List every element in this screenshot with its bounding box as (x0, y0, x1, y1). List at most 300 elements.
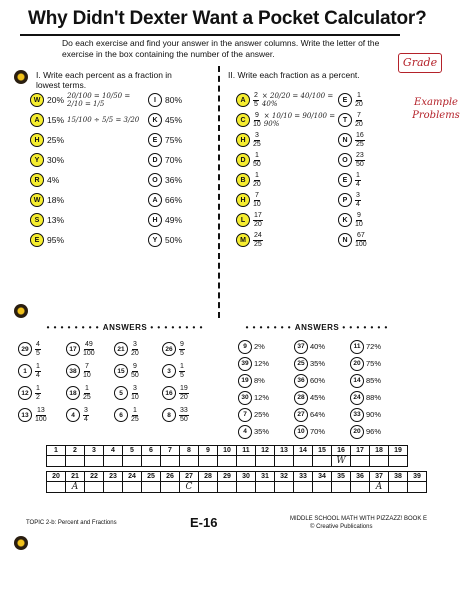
exercise-fraction (253, 212, 263, 228)
grid-letter-box[interactable] (142, 456, 161, 467)
grid-number-cell: 39 (408, 472, 427, 482)
exercise-percent: 25% (47, 135, 65, 145)
grid-letter-box[interactable] (237, 482, 256, 493)
grid-letter-box[interactable] (408, 482, 427, 493)
fraction-denominator: 20 (254, 220, 262, 228)
answer-percent: 88% (366, 393, 382, 402)
answer-entry (238, 357, 294, 371)
answer-entry (350, 357, 406, 371)
answer-number: 19 (238, 374, 252, 388)
exercise-letter: R (30, 173, 44, 187)
grid-letter-box[interactable] (313, 456, 332, 467)
exercise-item (338, 90, 398, 110)
exercise-percent: 36% (165, 175, 183, 185)
answer-number: 6 (114, 408, 128, 422)
fraction-numerator: 17 (254, 212, 262, 219)
exercise-item (236, 170, 336, 190)
grid-number-cell: 12 (256, 446, 275, 456)
exercise-letter: E (30, 233, 44, 247)
answer-percent: 25% (254, 410, 270, 419)
fraction-numerator: 1 (180, 363, 184, 370)
grid-letter-box[interactable] (47, 482, 66, 493)
grid-letter-box[interactable] (294, 456, 313, 467)
exercise-percent: 4% (47, 175, 60, 185)
answer-entry (18, 341, 66, 357)
answer-entry (238, 391, 294, 405)
exercise-letter: H (30, 133, 44, 147)
fraction-numerator: 19 (180, 385, 188, 392)
grid-letter-box[interactable] (275, 482, 294, 493)
answer-number: 20 (350, 425, 364, 439)
grid-number-cell: 31 (256, 472, 275, 482)
exercise-fraction (253, 192, 261, 208)
grid-number-cell: 23 (104, 472, 123, 482)
fraction-numerator: 23 (356, 152, 364, 159)
exercise-fraction (355, 112, 363, 128)
section-two-heading: II. Write each fraction as a percent. (228, 70, 360, 80)
answer-number: 10 (294, 425, 308, 439)
grid-number-cell: 22 (85, 472, 104, 482)
exercise-item (148, 150, 218, 170)
fraction-denominator: 100 (35, 415, 47, 423)
answer-fraction (35, 385, 41, 401)
answer-entry (294, 408, 350, 422)
fraction-numerator: 3 (132, 341, 137, 348)
answer-percent: 12% (254, 359, 270, 368)
grid-letter-box[interactable] (256, 482, 275, 493)
handwritten-work: 20/100 = 10/50 = 2/10 = 1/5 (67, 92, 131, 108)
answer-entry (238, 408, 294, 422)
answer-row (18, 338, 218, 360)
answers-heading-right: • • • • • • • ANSWERS • • • • • • • (245, 323, 389, 332)
worksheet-title: Why Didn't Dexter Want a Pocket Calculator? (28, 8, 427, 29)
grid-number-cell: 3 (85, 446, 104, 456)
footer-topic: TOPIC 2-b: Percent and Fractions (26, 520, 117, 526)
fraction-numerator: 24 (254, 232, 262, 239)
grid-letter-box[interactable] (199, 456, 218, 467)
fraction-numerator: 7 (254, 192, 259, 199)
answer-number: 27 (294, 408, 308, 422)
fraction-denominator: 5 (180, 371, 184, 379)
exercise-percent: 80% (165, 95, 183, 105)
fraction-denominator: 25 (356, 140, 364, 148)
answer-number: 37 (294, 340, 308, 354)
fraction-numerator: 16 (356, 132, 364, 139)
answer-percent: 64% (310, 410, 326, 419)
answer-row (18, 404, 218, 426)
grid-letter-box[interactable] (142, 482, 161, 493)
exercise-percent: 20% (47, 95, 65, 105)
answer-number: 18 (66, 386, 80, 400)
exercise-item (148, 90, 218, 110)
section-one-col-right (148, 90, 218, 250)
answer-entry (18, 385, 66, 401)
answer-row (18, 382, 218, 404)
exercise-letter: A (30, 113, 44, 127)
example-problems-note: Example Problems (412, 97, 460, 121)
grid-letter-box[interactable] (351, 456, 370, 467)
grid-number-cell: 36 (351, 472, 370, 482)
exercise-fraction (355, 92, 363, 108)
answer-percent: 35% (310, 359, 326, 368)
answer-number: 14 (350, 374, 364, 388)
exercise-letter: E (338, 93, 352, 107)
exercise-letter: P (338, 193, 352, 207)
fraction-numerator: 67 (356, 232, 365, 239)
answer-entry (294, 340, 350, 354)
exercise-percent: 15% (47, 115, 65, 125)
grid-letter-box[interactable] (161, 482, 180, 493)
grid-letter-box[interactable] (85, 456, 104, 467)
exercise-item (30, 130, 140, 150)
answer-row (238, 355, 408, 372)
fraction-numerator: 9 (356, 212, 361, 219)
grid-letter-box[interactable] (218, 456, 237, 467)
grid-letter-box[interactable] (123, 482, 142, 493)
fraction-numerator: 1 (36, 363, 40, 370)
exercise-item (236, 150, 336, 170)
answer-percent: 96% (366, 427, 382, 436)
fraction-denominator: 10 (355, 220, 363, 228)
fraction-denominator: 20 (180, 393, 188, 401)
fraction-denominator: 50 (131, 371, 139, 379)
exercise-percent: 45% (165, 115, 183, 125)
answer-fraction (179, 407, 189, 423)
exercise-letter: N (338, 233, 352, 247)
exercise-item (338, 150, 398, 170)
answer-percent: 2% (254, 342, 265, 351)
answer-number: 38 (66, 364, 80, 378)
exercise-letter: K (338, 213, 352, 227)
answer-entry (350, 374, 406, 388)
answers-left-block (18, 338, 218, 426)
section-divider (218, 66, 220, 318)
answer-fraction (35, 407, 47, 423)
exercise-item (338, 130, 398, 150)
exercise-letter: T (338, 113, 352, 127)
exercise-percent: 13% (47, 215, 65, 225)
answer-fraction (179, 385, 189, 401)
exercise-letter: S (30, 213, 44, 227)
exercise-item (338, 210, 398, 230)
answer-entry (294, 425, 350, 439)
grid-number-cell: 29 (218, 472, 237, 482)
grid-number-cell: 13 (275, 446, 294, 456)
grade-label: Grade (398, 53, 442, 73)
grid-number-cell: 25 (142, 472, 161, 482)
exercise-letter: H (236, 193, 250, 207)
fraction-numerator: 2 (254, 92, 258, 99)
answer-percent: 85% (366, 376, 382, 385)
grid-number-cell: 18 (370, 446, 389, 456)
exercise-item (30, 210, 140, 230)
answer-number: 4 (66, 408, 80, 422)
grid-number-cell: 20 (47, 472, 66, 482)
section-two-col-left (236, 90, 336, 250)
fraction-denominator: 4 (36, 371, 40, 379)
answer-number: 8 (162, 408, 176, 422)
answer-number: 4 (238, 425, 252, 439)
grid-letter-box[interactable] (85, 482, 104, 493)
grid-number-cell: 19 (389, 446, 408, 456)
grid-letter-box[interactable] (256, 456, 275, 467)
answers-right-block (238, 338, 408, 440)
fraction-numerator: 4 (36, 341, 40, 348)
grid-number-cell: 1 (47, 446, 66, 456)
answer-row (238, 338, 408, 355)
title-rule (20, 34, 400, 36)
fraction-numerator: 1 (132, 407, 137, 414)
fraction-numerator: 13 (36, 407, 45, 414)
exercise-item (148, 210, 218, 230)
answer-entry (18, 407, 66, 423)
grid-letter-box[interactable]: A (66, 482, 85, 493)
answer-number: 21 (114, 342, 128, 356)
exercise-item (30, 190, 140, 210)
exercise-letter: W (30, 93, 44, 107)
fraction-numerator: 33 (180, 407, 188, 414)
fraction-numerator: 9 (180, 341, 184, 348)
fraction-numerator: 49 (84, 341, 93, 348)
fraction-denominator: 20 (131, 349, 139, 357)
exercise-item (236, 190, 336, 210)
exercise-letter: H (236, 133, 250, 147)
fraction-denominator: 4 (356, 180, 360, 188)
fraction-numerator: 1 (36, 385, 40, 392)
answer-number: 24 (350, 391, 364, 405)
grid-letter-box[interactable] (123, 456, 142, 467)
answer-entry (66, 341, 114, 357)
exercise-item (30, 110, 140, 130)
grid-letter-box[interactable] (237, 456, 256, 467)
fraction-denominator: 25 (254, 240, 262, 248)
grid-letter-box[interactable] (294, 482, 313, 493)
fraction-denominator: 100 (83, 349, 95, 357)
answer-fraction (35, 363, 41, 379)
answer-fraction (131, 385, 139, 401)
grid-number-cell: 21 (66, 472, 85, 482)
exercise-item (338, 110, 398, 130)
answer-number: 33 (350, 408, 364, 422)
exercise-item (236, 230, 336, 250)
grid-number-cell: 6 (142, 446, 161, 456)
exercise-fraction (253, 232, 263, 248)
exercise-letter: A (148, 193, 162, 207)
answer-entry (238, 374, 294, 388)
grid-letter-box[interactable] (370, 456, 389, 467)
exercise-item (148, 190, 218, 210)
grid-letter-box[interactable] (389, 456, 408, 467)
fraction-denominator: 50 (253, 160, 261, 168)
binder-hole (14, 70, 28, 84)
grid-letter-box[interactable]: A (370, 482, 389, 493)
grid-letter-box[interactable] (218, 482, 237, 493)
answer-entry (162, 385, 210, 401)
exercise-item (148, 130, 218, 150)
footer-book: MIDDLE SCHOOL MATH WITH PIZZAZZ! BOOK E (290, 516, 428, 522)
exercise-item (338, 190, 398, 210)
answer-fraction (179, 341, 185, 357)
answer-entry (350, 425, 406, 439)
exercise-letter: E (148, 133, 162, 147)
fraction-numerator: 3 (356, 192, 360, 199)
fraction-denominator: 10 (83, 371, 91, 379)
fraction-denominator: 100 (355, 240, 367, 248)
answer-row (238, 423, 408, 440)
answer-percent: 35% (254, 427, 270, 436)
grid-number-cell: 33 (294, 472, 313, 482)
grid-number-cell: 9 (199, 446, 218, 456)
exercise-fraction (253, 172, 261, 188)
grid-number-cell: 24 (123, 472, 142, 482)
fraction-denominator: 2 (36, 393, 40, 401)
answer-percent: 72% (366, 342, 382, 351)
answer-fraction (83, 363, 91, 379)
answer-number: 1 (18, 364, 32, 378)
exercise-item (236, 110, 336, 130)
handwritten-work: × 20/20 = 40/100 = 40% (261, 92, 334, 108)
exercise-percent: 70% (165, 155, 183, 165)
answer-number: 5 (114, 386, 128, 400)
grid-number-cell: 14 (294, 446, 313, 456)
grid-number-cell: 7 (161, 446, 180, 456)
exercise-letter: Y (30, 153, 44, 167)
answer-number: 12 (18, 386, 32, 400)
grid-number-row (47, 446, 427, 456)
grid-letter-box[interactable] (313, 482, 332, 493)
answer-fraction (83, 407, 89, 423)
answer-number: 16 (162, 386, 176, 400)
fraction-numerator: 3 (132, 385, 137, 392)
answer-number: 26 (162, 342, 176, 356)
answer-row (238, 406, 408, 423)
exercise-letter: W (30, 193, 44, 207)
exercise-item (30, 90, 140, 110)
fraction-denominator: 25 (253, 140, 261, 148)
fraction-denominator: 50 (356, 160, 364, 168)
exercise-fraction (253, 152, 261, 168)
fraction-denominator: 4 (84, 415, 88, 423)
grid-letter-box[interactable] (104, 456, 123, 467)
answer-entry (66, 385, 114, 401)
answer-entry (350, 391, 406, 405)
answer-fraction (35, 341, 41, 357)
grid-letter-box[interactable]: C (180, 482, 199, 493)
grid-letter-box[interactable] (47, 456, 66, 467)
fraction-numerator: 9 (254, 112, 259, 119)
answer-entry (350, 408, 406, 422)
grid-number-cell: 35 (332, 472, 351, 482)
exercise-item (236, 130, 336, 150)
answer-entry (66, 363, 114, 379)
answer-number: 30 (238, 391, 252, 405)
answer-entry (114, 363, 162, 379)
answer-number: 36 (294, 374, 308, 388)
grid-number-cell: 8 (180, 446, 199, 456)
grid-letter-box[interactable] (66, 456, 85, 467)
answer-entry (66, 407, 114, 423)
binder-hole (14, 536, 28, 550)
exercise-fraction (355, 192, 361, 208)
exercise-fraction (253, 132, 261, 148)
answers-heading-left: • • • • • • • • ANSWERS • • • • • • • • (46, 323, 204, 332)
answer-entry (294, 391, 350, 405)
exercise-item (148, 230, 218, 250)
exercise-fraction (355, 212, 363, 228)
fraction-denominator: 10 (253, 200, 261, 208)
answer-number: 9 (238, 340, 252, 354)
answer-number: 13 (18, 408, 32, 422)
grid-letter-box[interactable] (332, 482, 351, 493)
fraction-numerator: 7 (356, 112, 361, 119)
answer-fraction (83, 341, 95, 357)
grid-number-cell: 26 (161, 472, 180, 482)
fraction-numerator: 3 (254, 132, 259, 139)
exercise-letter: C (236, 113, 250, 127)
grid-letter-box[interactable]: W (332, 456, 351, 467)
answer-entry (162, 407, 210, 423)
exercise-item (148, 110, 218, 130)
fraction-numerator: 1 (254, 152, 259, 159)
grid-number-cell: 37 (370, 472, 389, 482)
grid-letter-box[interactable] (104, 482, 123, 493)
binder-hole (14, 304, 28, 318)
answer-number: 3 (162, 364, 176, 378)
exercise-letter: O (338, 153, 352, 167)
fraction-denominator: 25 (83, 393, 91, 401)
exercise-letter: B (236, 173, 250, 187)
exercise-item (30, 150, 140, 170)
exercise-letter: I (148, 93, 162, 107)
exercise-item (30, 170, 140, 190)
exercise-fraction (355, 232, 367, 248)
section-one-heading: I. Write each percent as a fraction in lowest terms. (36, 70, 172, 90)
exercise-letter: N (338, 133, 352, 147)
answer-percent: 90% (366, 410, 382, 419)
fraction-denominator: 5 (36, 349, 40, 357)
answer-entry (114, 341, 162, 357)
grid-letter-box[interactable] (275, 456, 294, 467)
grid-letter-box[interactable] (389, 482, 408, 493)
grid-number-row (47, 472, 427, 482)
answer-number: 20 (350, 357, 364, 371)
answer-number: 17 (66, 342, 80, 356)
fraction-denominator: 20 (355, 120, 363, 128)
grid-number-cell: 5 (123, 446, 142, 456)
exercise-percent: 49% (165, 215, 183, 225)
exercise-letter: A (236, 93, 250, 107)
grid-number-cell: 15 (313, 446, 332, 456)
section-one-col-left (30, 90, 140, 250)
answer-entry (350, 340, 406, 354)
fraction-denominator: 20 (253, 180, 261, 188)
grid-letter-box[interactable] (180, 456, 199, 467)
answer-number: 29 (18, 342, 32, 356)
exercise-percent: 66% (165, 195, 183, 205)
answer-entry (162, 363, 210, 379)
exercise-letter: K (148, 113, 162, 127)
exercise-item (338, 170, 398, 190)
grid-letter-box[interactable] (161, 456, 180, 467)
grid-letter-box[interactable] (351, 482, 370, 493)
grid-number-cell: 10 (218, 446, 237, 456)
fraction-denominator: 10 (131, 393, 139, 401)
grid-letter-box[interactable] (199, 482, 218, 493)
fraction-numerator: 1 (356, 92, 361, 99)
exercise-letter: D (148, 153, 162, 167)
exercise-item (148, 170, 218, 190)
answer-entry (114, 407, 162, 423)
